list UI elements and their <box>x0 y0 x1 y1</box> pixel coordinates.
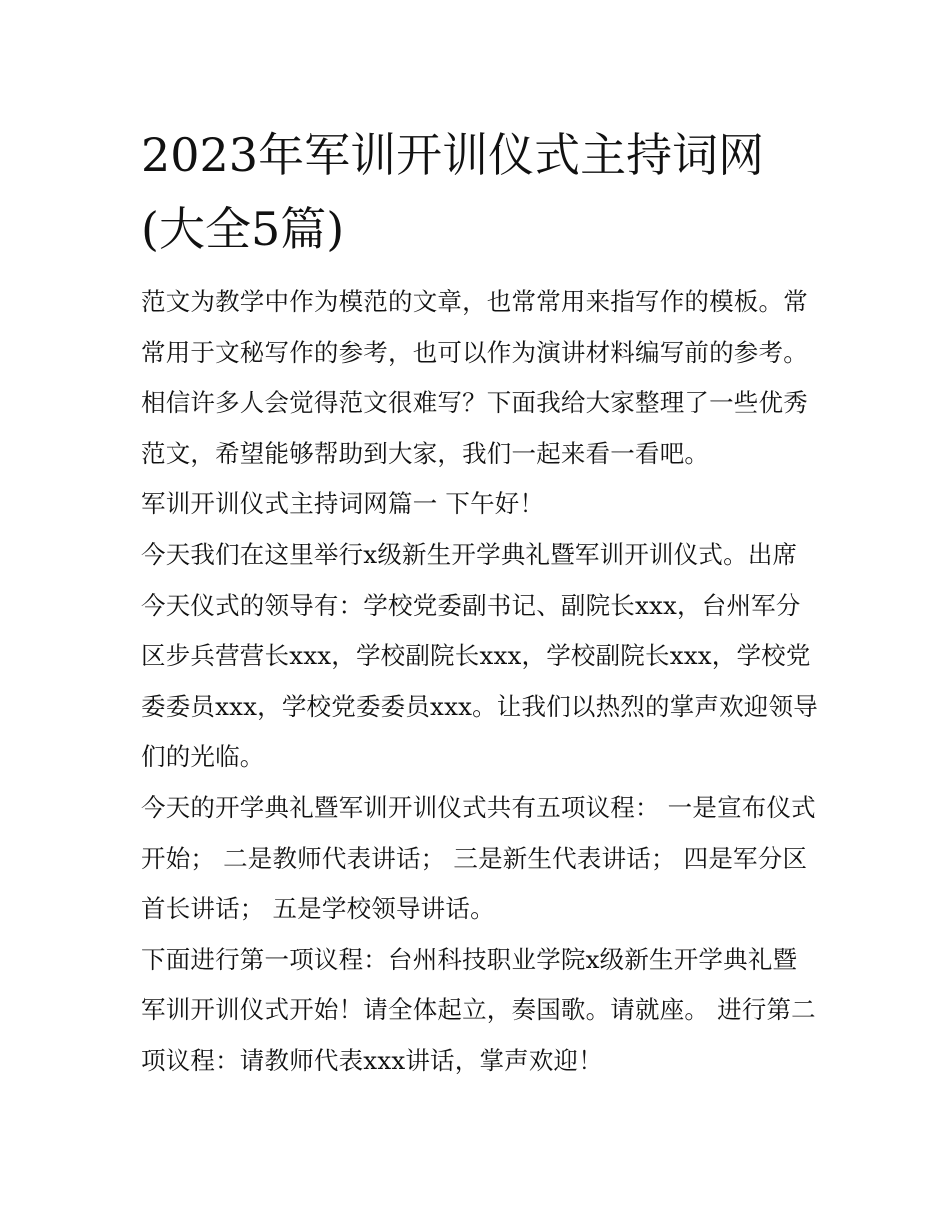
document-title <box>141 118 821 266</box>
document-body <box>141 118 821 1087</box>
intro-paragraph: 范文为教学中作为模范的文章，也常常用来指写作的模板。常常用于文秘写作的参考，也可以作为演讲材料编写前的参考。相信许多人会觉得范文很难写？下面我给大家整理了一些优秀范文，希望能够帮助到大家，我们一起来看一看吧。 <box>141 287 808 468</box>
first-item-paragraph: 下面进行第一项议程：台州科技职业学院x级新生开学典礼暨军训开训仪式开始！请全体起立，奏国歌。请就座。 进行第二项议程：请教师代表xxx讲话，掌声欢迎！ <box>141 944 816 1075</box>
agenda-paragraph: 今天的开学典礼暨军训开训仪式共有五项议程： 一是宣布仪式开始； 二是教师代表讲话； 三是新生代表讲话； 四是军分区首长讲话； 五是学校领导讲话。 <box>141 792 816 924</box>
title-line-2: (大全5篇) <box>141 202 345 256</box>
section-heading-paragraph: 军训开训仪式主持词网篇一 下午好！ <box>141 489 545 519</box>
leaders-paragraph: 今天我们在这里举行x级新生开学典礼暨军训开训仪式。出席今天仪式的领导有：学校党委副书记、副院长xxx，台州军分区步兵营营长xxx，学校副院长xxx，学校副院长xxx，学校党委委员xxx，学校党委委员xxx。让我们以热烈的掌声欢迎领导们的光临。 <box>141 539 818 772</box>
title-line-1: 2023年军训开训仪式主持词网 <box>141 128 765 182</box>
